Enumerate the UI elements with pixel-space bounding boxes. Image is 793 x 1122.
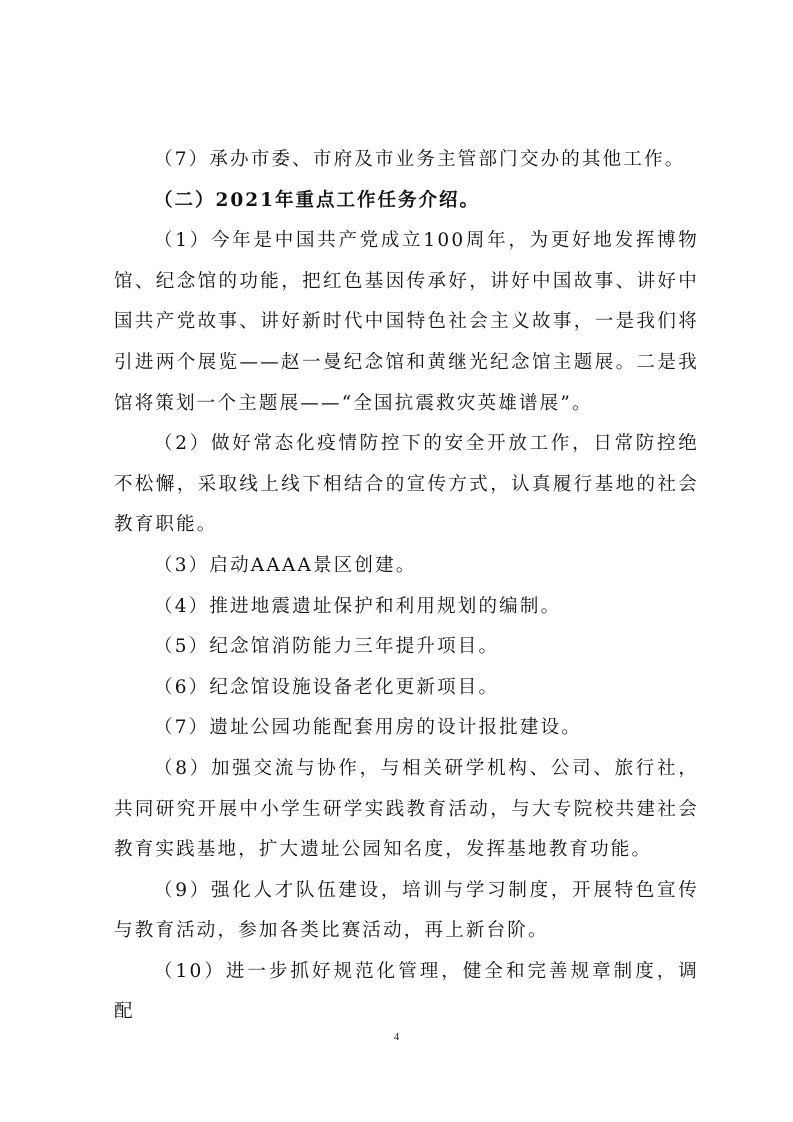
paragraph-item-7-other-work: （7）承办市委、市府及市业务主管部门交办的其他工作。: [154, 149, 686, 170]
paragraph-task-9-talent: （9）强化人才队伍建设，培训与学习制度，开展特色宣传与教育活动，参加各类比赛活动，再上新台阶。: [114, 879, 699, 942]
paragraph-task-5-fire-safety: （5）纪念馆消防能力三年提升项目。: [154, 636, 500, 658]
paragraph-task-2-epidemic-prevention: （2）做好常态化疫情防控下的安全开放工作，日常防控绝不松懈，采取线上线下相结合的宣传方式，认真履行基地的社会教育职能。: [114, 433, 699, 536]
paragraph-task-10-management: （10）进一步抓好规范化管理，健全和完善规章制度，调配: [114, 960, 699, 1023]
paragraph-task-8-cooperation: （8）加强交流与协作，与相关研学机构、公司、旅行社，共同研究开展中小学生研学实践教育活动，与大专院校共建社会教育实践基地，扩大遗址公园知名度，发挥基地教育功能。: [114, 757, 699, 861]
paragraph-task-6-equipment-renewal: （6）纪念馆设施设备老化更新项目。: [154, 676, 500, 698]
paragraph-task-7-supporting-buildings: （7）遗址公园功能配套用房的设计报批建设。: [154, 717, 582, 739]
body-text: [114, 140, 699, 1033]
paragraph-task-3-scenic-area: （3）启动AAAA景区创建。: [154, 554, 417, 576]
section-heading-key-tasks: （二）2021年重点工作任务介绍。: [154, 189, 480, 211]
paragraph-task-4-site-planning: （4）推进地震遗址保护和利用规划的编制。: [154, 595, 562, 617]
page-number: 4: [393, 1031, 400, 1043]
paragraph-task-1-exhibitions: （1）今年是中国共产党成立100周年，为更好地发挥博物馆、纪念馆的功能，把红色基因传承好，讲好中国故事、讲好中国共产党故事、讲好新时代中国特色社会主义故事，一是我们将引进两个展览——赵一曼纪念馆和黄继光纪念馆主题展。二是我馆将策划一个主题展——“全国抗震救灾英雄谱展”。: [114, 230, 699, 414]
